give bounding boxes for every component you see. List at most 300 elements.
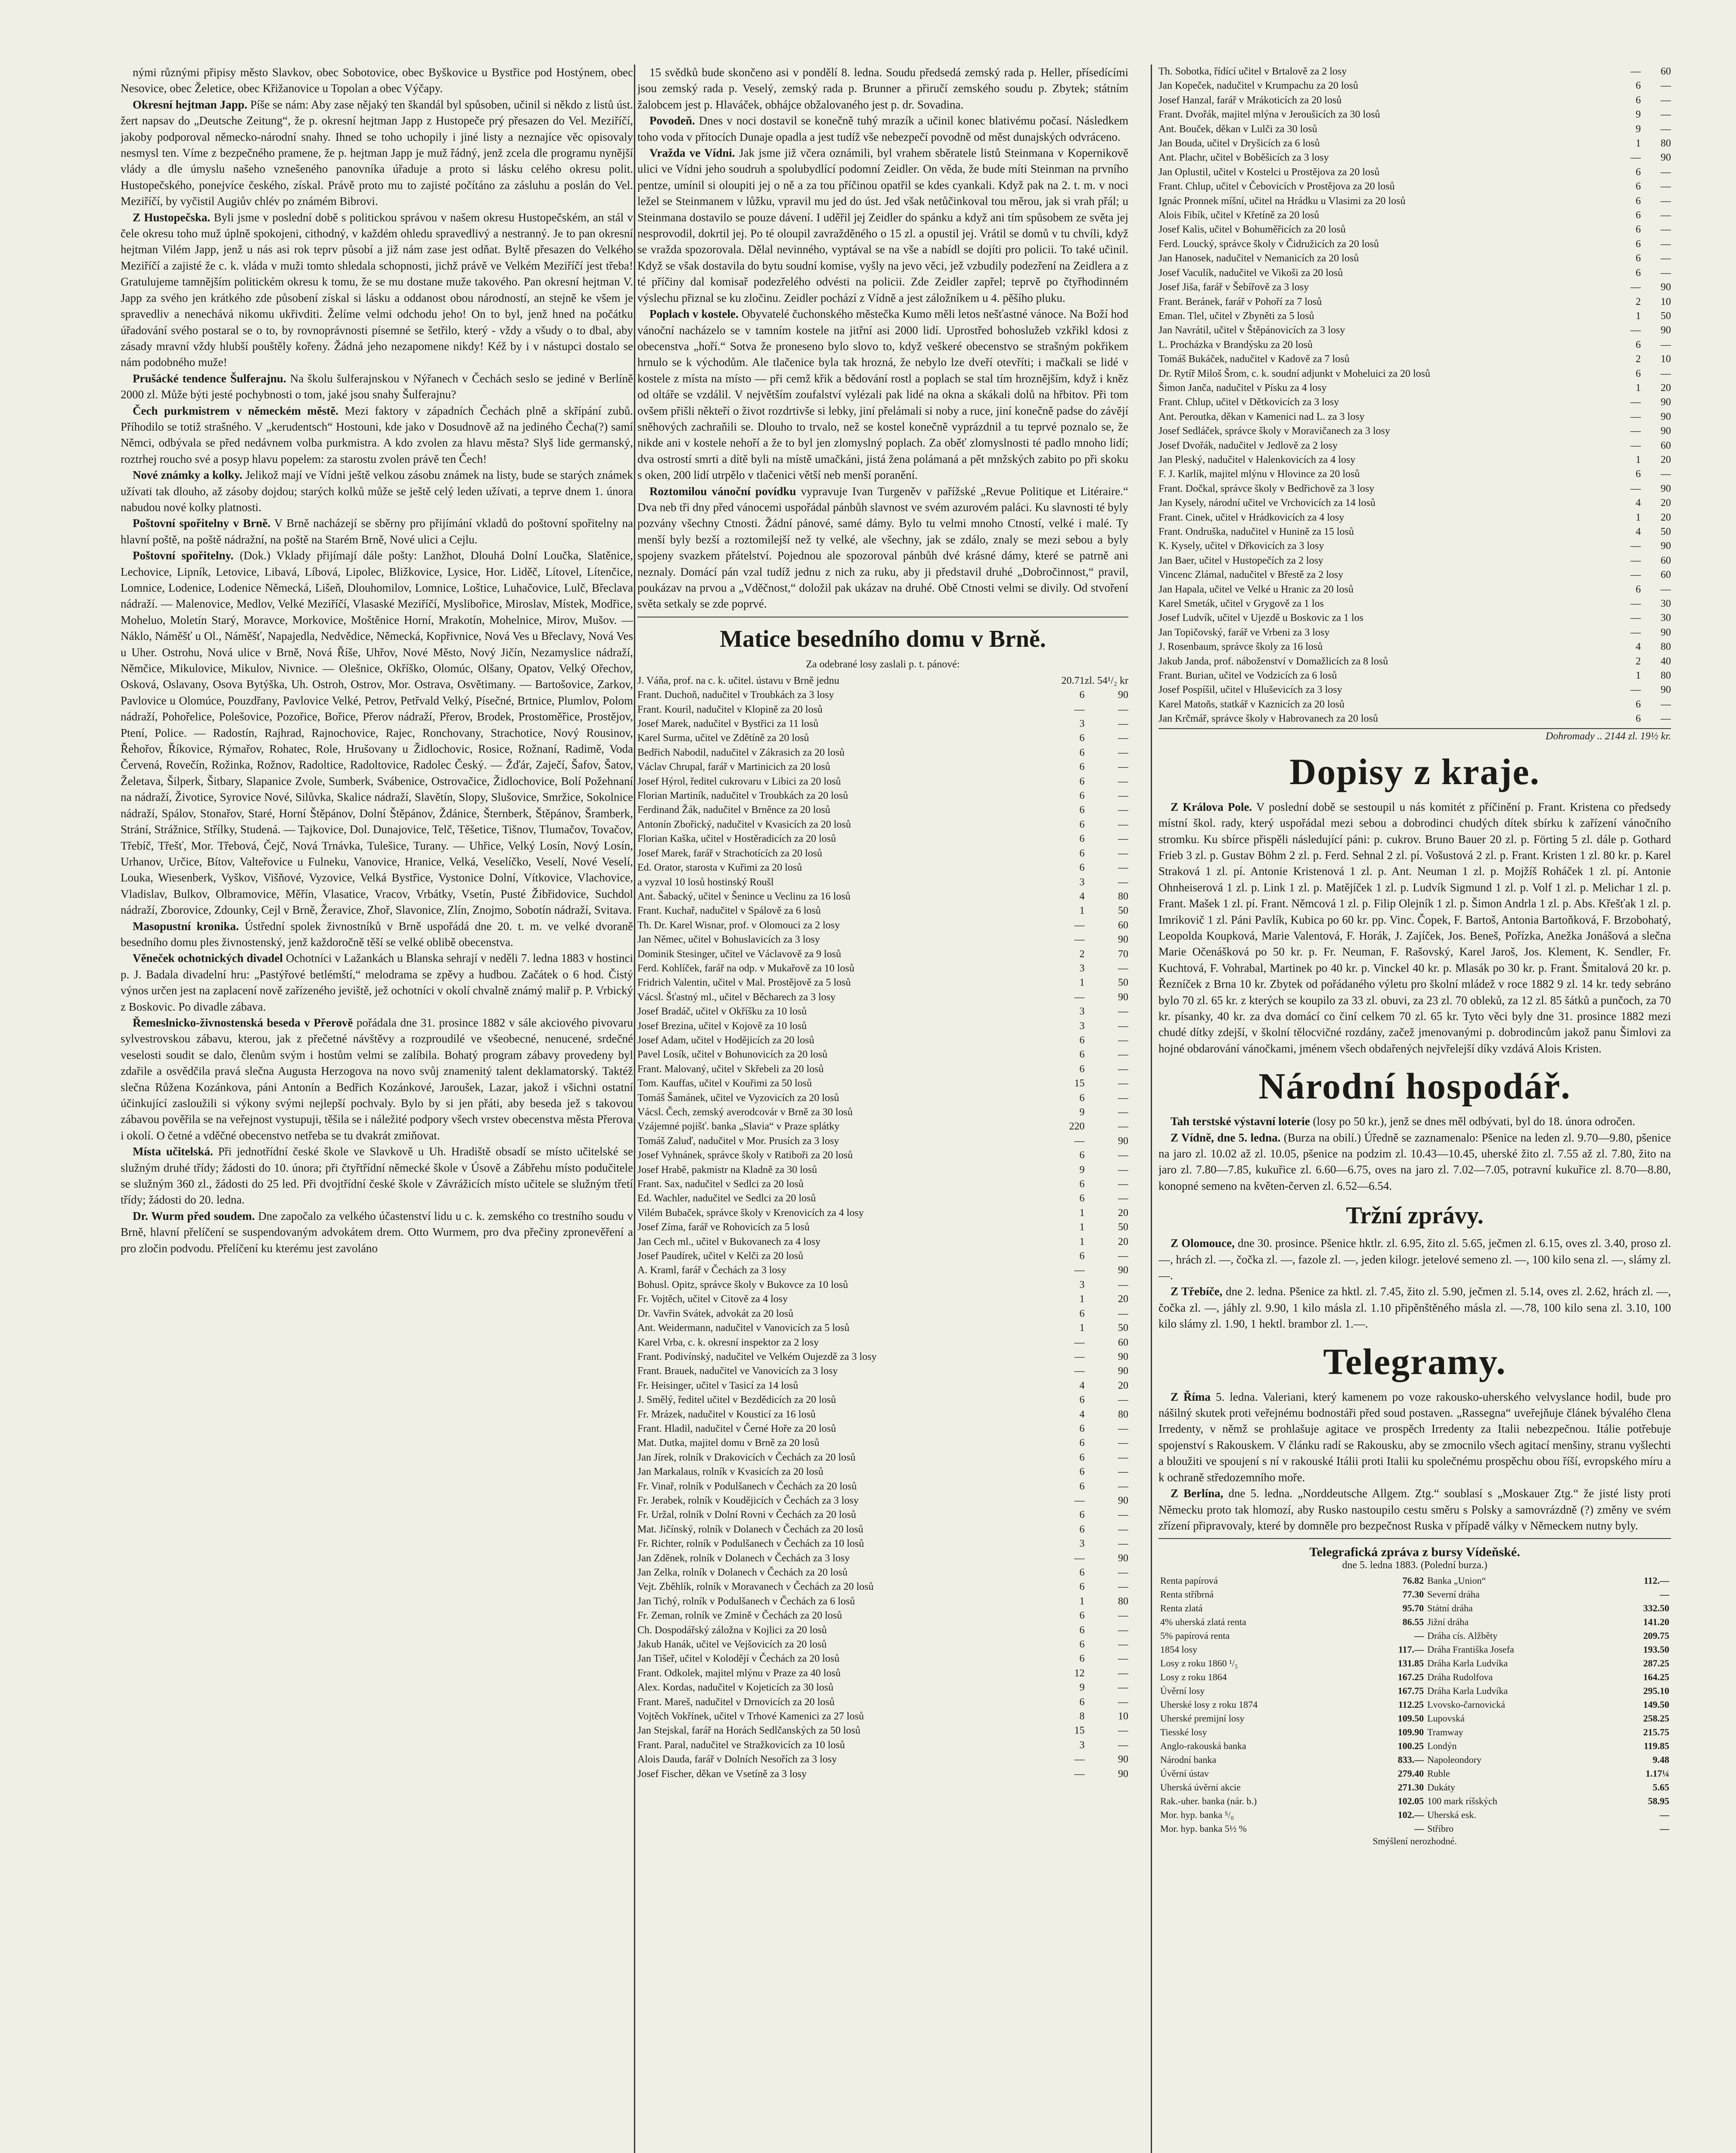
list-row bbox=[637, 861, 1128, 875]
list-row-gulden: 15 bbox=[1074, 1078, 1085, 1089]
list-row-name: Fridrich Valentin, učitel v Mal. Prostějově za 5 losů bbox=[637, 977, 851, 989]
article-heading: Povodeň. bbox=[649, 114, 695, 127]
list-row-kreuzer: 60 bbox=[1661, 440, 1671, 451]
list-row bbox=[637, 1134, 1128, 1148]
list-row-kreuzer: 40 bbox=[1661, 655, 1671, 667]
exchange-price: 167.75 bbox=[1397, 1685, 1424, 1697]
list-row-gulden: 6 bbox=[1079, 1049, 1085, 1061]
list-row-gulden: 1 bbox=[1636, 670, 1641, 682]
exchange-price: 117.— bbox=[1398, 1644, 1424, 1655]
list-row-name: Mat. Jičínský, rolník v Dolanech v Čechách za 20 losů bbox=[637, 1523, 863, 1535]
exchange-security: 100 mark ríšských bbox=[1427, 1796, 1497, 1807]
list-row-name: Jan Němec, učitel v Bohuslavicích za 3 losy bbox=[637, 934, 820, 946]
list-row-gulden: — bbox=[1074, 1754, 1085, 1765]
exchange-security: Uherská esk. bbox=[1427, 1809, 1476, 1821]
list-row-kreuzer: — bbox=[1118, 732, 1128, 744]
article-text: dne 5. ledna. „Norddeutsche Allgem. Ztg.“ soublasí s „Moskauer Ztg.“ že jisté listy proti Německu proto tak hlomozí, aby Rusko nastoupilo cestu směru s Polsky a samovrázdně (?) změny ve svém zřízení připravovaly, které by domněle pro bezpečnost Ruska v případě války v Německem nutny byly. bbox=[1158, 1487, 1671, 1532]
exchange-price: 332.50 bbox=[1643, 1603, 1669, 1614]
list-row-name: Fr. Vojtěch, učitel v Citově za 4 losy bbox=[637, 1294, 788, 1305]
list-row-gulden: 1 bbox=[1079, 1222, 1085, 1233]
list-row bbox=[637, 933, 1128, 947]
exchange-price: — bbox=[1660, 1809, 1669, 1821]
exchange-security: Uherská úvěrní akcie bbox=[1160, 1782, 1241, 1793]
list-row bbox=[1158, 65, 1671, 79]
article-paragraph bbox=[1158, 1389, 1671, 1486]
list-row-name: Jan Hapala, učitel ve Velké u Hranic za 20 losů bbox=[1158, 583, 1354, 595]
list-row-gulden: 3 bbox=[1079, 962, 1085, 974]
exchange-price: 109.50 bbox=[1397, 1713, 1424, 1724]
list-row-kreuzer: 20 bbox=[1118, 1236, 1128, 1247]
list-row-name: Frant. Beránek, farář v Pohoří za 7 losů bbox=[1158, 296, 1322, 307]
list-row bbox=[1158, 237, 1671, 251]
list-row bbox=[637, 1105, 1128, 1120]
list-row-name: Ed. Wachler, nadučitel ve Sedlci za 20 losů bbox=[637, 1193, 816, 1204]
list-row-name: Vácsl. Šťastný ml., učitel v Běcharech za 3 losy bbox=[637, 991, 836, 1003]
list-row-name: Ferd. Kohlíček, farář na odp. v Mukařově za 10 losů bbox=[637, 962, 854, 974]
list-row-gulden: 1 bbox=[1636, 138, 1641, 149]
list-row-name: Eman. Tlel, učitel v Zbyněti za 5 losů bbox=[1158, 310, 1314, 322]
list-row-name: Josef Marek, farář v Strachotících za 20 losů bbox=[637, 847, 823, 859]
list-row-kreuzer: — bbox=[1118, 1179, 1128, 1190]
article-text: Jelikož mají ve Vídni ještě velkou zásobu známek na listy, bude se starých známek užívati tak dlouho, až zásoby dojdou; starých kolků může se ještě celý leden užívati, a teprve dnem 1. února nabudou nové kolky platnosti. bbox=[121, 468, 633, 514]
list-row-gulden: 6 bbox=[1079, 790, 1085, 802]
list-row bbox=[1158, 626, 1671, 640]
article-heading: Z Třebíče, bbox=[1171, 1285, 1223, 1298]
list-row-gulden: — bbox=[1630, 627, 1641, 638]
article-paragraph bbox=[1158, 1235, 1671, 1284]
list-row bbox=[637, 1436, 1128, 1450]
list-row-gulden: — bbox=[1074, 934, 1085, 946]
trzni-articles bbox=[1158, 1235, 1671, 1332]
trzni-title: Tržní zprávy. bbox=[1346, 1202, 1484, 1229]
list-row-gulden: 3 bbox=[1079, 718, 1085, 730]
list-row-gulden: 6 bbox=[1079, 1610, 1085, 1622]
list-row-kreuzer: — bbox=[1661, 109, 1671, 121]
list-row-gulden: 2 bbox=[1636, 655, 1641, 667]
list-row-gulden: 6 bbox=[1636, 195, 1641, 207]
exchange-security: 5% papírová renta bbox=[1160, 1630, 1230, 1641]
list-row-name: Ant. Šabacký, učitel v Šenince u Veclinu za 16 losů bbox=[637, 890, 851, 902]
exchange-row bbox=[1158, 1574, 1671, 1588]
list-row-name: Fr. Mrázek, nadučitel v Kousticí za 16 losů bbox=[637, 1408, 816, 1420]
list-row-kreuzer: 80 bbox=[1661, 138, 1671, 149]
donor-list-total: Dohromady .. 2144 zl. 19½ kr. bbox=[1158, 728, 1671, 742]
list-row-name: Josef Bradáč, učitel v Okříšku za 10 losů bbox=[637, 1006, 807, 1018]
list-row-name: Josef Adam, učitel v Hodějicích za 20 losů bbox=[637, 1034, 814, 1046]
list-row-gulden: — bbox=[1630, 684, 1641, 696]
list-row-name: Vojtěch Vokřínek, učitel v Trhové Kamenici za 27 losů bbox=[637, 1711, 864, 1722]
list-row bbox=[1158, 93, 1671, 108]
list-row-kreuzer: 80 bbox=[1661, 670, 1671, 682]
article-text: Dnes v noci dostavil se konečně tuhý mrazík a učinil konec blativému počasí. Následkem toho voda v přítocích Dunaje opadla a jest tudíž vše nebezpečí povodně od měst dunajských odvráceno. bbox=[637, 114, 1128, 143]
list-row bbox=[637, 1263, 1128, 1278]
list-row-gulden: 1 bbox=[1079, 1294, 1085, 1305]
list-row-kreuzer: — bbox=[1118, 1150, 1128, 1161]
exchange-security: Dráha cís. Alžběty bbox=[1427, 1630, 1498, 1641]
list-row-gulden: — bbox=[1630, 425, 1641, 437]
exchange-row bbox=[1158, 1822, 1671, 1836]
list-row-gulden: 3 bbox=[1079, 876, 1085, 888]
list-row-gulden: 6 bbox=[1079, 776, 1085, 787]
list-row-name: Fr. Uržal, rolník v Dolní Rovni v Čechách za 20 losů bbox=[637, 1509, 856, 1521]
article-heading: Věneček ochotnických divadel bbox=[133, 952, 283, 965]
exchange-price: 149.50 bbox=[1643, 1699, 1669, 1710]
list-row-gulden: 6 bbox=[1079, 1523, 1085, 1535]
article-text: Ochotníci v Lažankách u Blanska sehrají v neděli 7. ledna 1883 v hostinci p. J. Badala divadelní hru: „Pastýřové betlémští,“ melodrama se zpěvy a hudbou. Začátek o 6 hod. Čistý výnos určen jest na zaplacení nově zařízeného jeviště, jež ochotníci v okolí chvalně známý maliř p. P. Vrbický z Boskovic. Po divadle zábava. bbox=[121, 952, 633, 1013]
exchange-price: — bbox=[1660, 1589, 1669, 1600]
list-row-kreuzer: — bbox=[1661, 166, 1671, 178]
list-row-kreuzer: zl. 54¹/₂ kr bbox=[1084, 675, 1128, 686]
list-row-name: Mat. Dutka, majitel domu v Brně za 20 losů bbox=[637, 1437, 820, 1449]
list-row-name: Jakub Janda, prof. náboženství v Domažlicích za 8 losů bbox=[1158, 655, 1388, 667]
exchange-security: Tramway bbox=[1427, 1727, 1463, 1738]
exchange-row bbox=[1158, 1643, 1671, 1657]
list-row-name: Frant. Kouril, nadučitel v Klopině za 20 losů bbox=[637, 704, 823, 715]
article-paragraph bbox=[1158, 799, 1671, 1057]
list-row-name: Frant. Podivínský, nadučitel ve Velkém Oujezdě za 3 losy bbox=[637, 1351, 877, 1362]
list-row bbox=[1158, 151, 1671, 165]
list-row-kreuzer: 90 bbox=[1661, 627, 1671, 638]
exchange-price: 58.95 bbox=[1648, 1796, 1669, 1807]
list-row-name: Tomáš Šamánek, učitel ve Vyzovicích za 20 losů bbox=[637, 1092, 839, 1104]
list-row-name: Jan Stejskal, farář na Horách Sedlčanských za 50 losů bbox=[637, 1725, 860, 1737]
list-row-name: Vejt. Zběhlík, rolník v Moravanech v Čechách za 20 losů bbox=[637, 1581, 874, 1593]
article-heading: Řemeslnicko-živnostenská beseda v Přerově bbox=[133, 1016, 353, 1029]
exchange-security: Uherské premijní losy bbox=[1160, 1713, 1245, 1724]
list-row-name: Josef Vyhnánek, správce školy v Ratiboři za 20 losů bbox=[637, 1150, 853, 1161]
list-row-gulden: 9 bbox=[1636, 109, 1641, 121]
list-row-name: Ant. Weidermann, nadučitel v Vanovicích za 5 losů bbox=[637, 1322, 850, 1334]
list-row-name: Jan Zelka, rolník v Dolanech v Čechách za 20 losů bbox=[637, 1567, 848, 1578]
list-row-kreuzer: — bbox=[1661, 123, 1671, 135]
article-heading: Z Říma bbox=[1171, 1390, 1211, 1403]
exchange-security: Londýn bbox=[1427, 1740, 1457, 1752]
list-row-gulden: — bbox=[1074, 704, 1085, 715]
list-row-gulden: 3 bbox=[1079, 1006, 1085, 1018]
list-row-kreuzer: 90 bbox=[1118, 1754, 1128, 1765]
exchange-row bbox=[1158, 1725, 1671, 1739]
list-row bbox=[637, 1638, 1128, 1652]
article-heading: Tah terstské výstavní loterie bbox=[1171, 1115, 1310, 1128]
list-row-kreuzer: — bbox=[1118, 1437, 1128, 1449]
exchange-security: Dukáty bbox=[1427, 1782, 1455, 1793]
exchange-security: Stříbro bbox=[1427, 1823, 1454, 1834]
list-row bbox=[1158, 381, 1671, 395]
list-row-kreuzer: — bbox=[1118, 804, 1128, 816]
list-row bbox=[1158, 323, 1671, 338]
exchange-security: Anglo-rakouská banka bbox=[1160, 1740, 1246, 1752]
list-row bbox=[1158, 338, 1671, 352]
article-heading: Vražda ve Vídni. bbox=[649, 146, 735, 160]
list-row-kreuzer: — bbox=[1118, 1193, 1128, 1204]
list-row-name: Jan Tišeř, učitel v Kolodějí v Čechách za 20 losů bbox=[637, 1653, 840, 1665]
list-row-kreuzer: — bbox=[1118, 833, 1128, 845]
list-row-kreuzer: 90 bbox=[1118, 991, 1128, 1003]
list-row-gulden: 6 bbox=[1079, 1624, 1085, 1636]
list-row bbox=[637, 832, 1128, 846]
list-row bbox=[1158, 669, 1671, 683]
list-row bbox=[637, 904, 1128, 918]
list-row-gulden: 1 bbox=[1079, 1236, 1085, 1247]
list-row-kreuzer: — bbox=[1661, 713, 1671, 725]
list-row-gulden: 3 bbox=[1079, 1739, 1085, 1751]
list-row-gulden: 8 bbox=[1079, 1711, 1085, 1722]
list-row-kreuzer: 20 bbox=[1118, 1380, 1128, 1391]
list-row-gulden: 6 bbox=[1636, 181, 1641, 192]
list-row-kreuzer: — bbox=[1118, 1107, 1128, 1118]
list-row bbox=[637, 717, 1128, 731]
list-row bbox=[637, 688, 1128, 702]
list-row bbox=[637, 976, 1128, 990]
exchange-security: Banka „Union“ bbox=[1427, 1575, 1486, 1586]
article-heading: Z Hustopečska. bbox=[133, 211, 211, 224]
list-row-kreuzer: — bbox=[1118, 1639, 1128, 1650]
exchange-security: Rak.-uher. banka (nár. b.) bbox=[1160, 1796, 1257, 1807]
article-text: dne 2. ledna. Pšenice za hktl. zl. 7.45, žito zl. 5.90, ječmen zl. 5.14, oves zl. 2.62, hrách zl. —, čočka zl. —, jáhly zl. 9.90, 1 kilo másla zl. 1.10 připěnštěného másla zl. —.78, 100 kilo sena zl. 3.10, 100 kilo slámy zl. 1.90, 1 hektl. brambor zl. 1.—. bbox=[1158, 1285, 1671, 1331]
list-row-gulden: 6 bbox=[1079, 1509, 1085, 1521]
list-row-kreuzer: — bbox=[1118, 847, 1128, 859]
article-heading: Z Králova Pole. bbox=[1171, 800, 1252, 813]
list-row-name: Josef Hrabě, pakmistr na Kladně za 30 losů bbox=[637, 1164, 817, 1176]
list-row-gulden: — bbox=[1074, 1351, 1085, 1362]
exchange-price: 119.85 bbox=[1643, 1740, 1669, 1752]
list-row-kreuzer: 50 bbox=[1118, 1322, 1128, 1334]
list-row-gulden: 6 bbox=[1079, 1466, 1085, 1478]
list-row-kreuzer: — bbox=[1118, 718, 1128, 730]
list-row bbox=[637, 1508, 1128, 1522]
list-row-name: Vzájemné pojišť. banka „Slavia“ v Praze splátky bbox=[637, 1121, 840, 1132]
list-row-name: F. J. Karlík, majitel mlýnu v Hlovince za 20 losů bbox=[1158, 468, 1360, 480]
exchange-row bbox=[1158, 1601, 1671, 1615]
article-paragraph bbox=[637, 65, 1128, 113]
list-row-kreuzer: 70 bbox=[1118, 948, 1128, 960]
article-text: (losy po 50 kr.), jenž se dnes měl odbývati, byl do 18. února odročen. bbox=[1313, 1115, 1635, 1128]
list-row bbox=[637, 918, 1128, 933]
list-row-name: Josef Ludvík, učitel v Ujezdě u Boskovic za 1 los bbox=[1158, 612, 1363, 624]
list-row-kreuzer: 80 bbox=[1661, 641, 1671, 653]
list-row bbox=[637, 1278, 1128, 1292]
list-row bbox=[637, 1523, 1128, 1537]
list-row-gulden: 6 bbox=[1636, 468, 1641, 480]
list-row-gulden: — bbox=[1630, 540, 1641, 552]
list-row-gulden: — bbox=[1630, 440, 1641, 451]
list-row bbox=[1158, 597, 1671, 611]
article-text: 5. ledna. Valeriani, který kamenem po voze rakousko-uherského velvyslance hodil, bude pro nášilný skutek proti veřejnému bodnostáři před soud postaven. „Rassegna“ uveřejňuje článek bývalého člena Irredenty, v němž se prohlašuje agitace ve prospěch Irredenty za Italii nebezpečnou. Itálie potřebuje spojenství s Rakouskem. V článku radí se Rakousku, aby se zmocnilo všech agitací menšiny, stranu vyšlechti a bloužiti ve spoujení s ní v rakouské Itálii proti Italii ku společnému prospěchu obou říší, evropského míru a k ochraně středozemního moře. bbox=[1158, 1390, 1671, 1484]
list-row-gulden: — bbox=[1074, 1135, 1085, 1147]
list-row-gulden: 6 bbox=[1079, 833, 1085, 845]
list-row bbox=[1158, 367, 1671, 381]
list-row-kreuzer: — bbox=[1118, 876, 1128, 888]
article-heading: Dr. Wurm před soudem. bbox=[133, 1209, 255, 1222]
list-row bbox=[1158, 122, 1671, 137]
article-heading: Okresní hejtman Japp. bbox=[133, 98, 248, 111]
donor-list-table bbox=[1158, 65, 1671, 726]
list-row bbox=[637, 1220, 1128, 1235]
list-row-name: Florian Martiník, nadučitel v Troubkách za 20 losů bbox=[637, 790, 848, 802]
list-row-name: Karel Surma, učitel ve Zdětíně za 20 losů bbox=[637, 732, 809, 744]
exchange-price: 5.65 bbox=[1652, 1782, 1669, 1793]
article-paragraph bbox=[1158, 1130, 1671, 1194]
article-paragraph bbox=[121, 210, 633, 371]
list-row bbox=[637, 890, 1128, 904]
list-row-kreuzer: — bbox=[1118, 1049, 1128, 1061]
list-row-gulden: — bbox=[1630, 598, 1641, 610]
list-row bbox=[1158, 165, 1671, 180]
list-row-gulden: 6 bbox=[1079, 1696, 1085, 1708]
list-row-gulden: 4 bbox=[1079, 1380, 1085, 1391]
list-row-gulden: — bbox=[1630, 483, 1641, 494]
list-row-gulden: 2 bbox=[1079, 948, 1085, 960]
list-row-name: Frant. Chlup, učitel v Dětkovicích za 3 losy bbox=[1158, 397, 1339, 408]
list-row bbox=[637, 847, 1128, 861]
list-row bbox=[637, 1321, 1128, 1335]
list-row-name: Jan Hanosek, nadučitel v Nemanicích za 20 losů bbox=[1158, 253, 1359, 264]
exchange-row bbox=[1158, 1781, 1671, 1794]
list-row-gulden: 1 bbox=[1079, 1595, 1085, 1607]
list-row-kreuzer: — bbox=[1661, 583, 1671, 595]
exchange-price: — bbox=[1414, 1823, 1424, 1834]
section-rule bbox=[1158, 1538, 1671, 1539]
list-row-kreuzer: — bbox=[1118, 1667, 1128, 1679]
list-row-gulden: 6 bbox=[1079, 689, 1085, 701]
article-text: Jak jsme již včera oznámili, byl vrahem sběratele listů Steinmana v Kopernikově ulici ve Vídni jeho soudruh a spolubydlící podomní Zeidler. On věda, že bude míti Steinman na prvního pentze, umínil si oloupiti jej o ně a za tou příčinou opatřil se kdes cyankali. Když pak na 2. t. m. v noci ležel se Steinmanem v lůžku, vpravil mu jed do úst. Jed však netůčinkoval tou měrou, jak si vrah přál; u Steinmana dostavilo se pouze dávení. I uděřil jej Zeidler do spánku a když ani tím spůsobem ze světa jej nesprovodil, dokrtil jej. Po té oloupil zavražděného o 15 zl. a opustil jej. Vrátil se domů v tu chvíli, když se vražda spozorovala. Dělal nevinného, vyptával se na vše a nabídl se dojíti pro policii. To také učinil. Když se však dostavila do bytu soudní komise, vyšly na jevo věci, jež vzbudily podezření na Zeidlera a z té příčiny dal komisař podezřelého odvésti na policii. Zde Zeidler zapřel; teprvě po čtyřhodinném výslechu přiznal se ku zločinu. Zeidler pochází z Vídně a jest záložníkem u 4. pěšího pluku. bbox=[637, 146, 1128, 304]
list-row bbox=[637, 1076, 1128, 1091]
article-paragraph bbox=[121, 1208, 633, 1256]
article-heading: Z Olomouce, bbox=[1171, 1237, 1235, 1250]
list-row-name: Jan Markalaus, rolník v Kvasicích za 20 losů bbox=[637, 1466, 823, 1478]
exchange-security: Napoleondory bbox=[1427, 1754, 1481, 1765]
list-row bbox=[1158, 640, 1671, 654]
list-row-name: Dr. Vavřin Svátek, advokát za 20 losů bbox=[637, 1308, 794, 1319]
exchange-table bbox=[1158, 1574, 1671, 1836]
list-row bbox=[637, 1709, 1128, 1724]
exchange-row bbox=[1158, 1588, 1671, 1601]
list-row bbox=[637, 1566, 1128, 1580]
list-row-gulden: 1 bbox=[1636, 382, 1641, 394]
list-row bbox=[637, 1551, 1128, 1566]
matice-title: Matice besedního domu v Brně. bbox=[720, 625, 1046, 652]
list-row bbox=[637, 1292, 1128, 1306]
list-row bbox=[1158, 655, 1671, 669]
list-row-kreuzer: 60 bbox=[1661, 66, 1671, 77]
list-row-name: Dr. Rytíř Miloš Šrom, c. k. soudní adjunkt v Moheluici za 20 losů bbox=[1158, 368, 1431, 379]
list-row-name: Antonín Zbořický, nadučitel v Kvasicích za 20 losů bbox=[637, 819, 851, 830]
list-row-kreuzer: 10 bbox=[1661, 354, 1671, 365]
list-row-gulden: 6 bbox=[1079, 1308, 1085, 1319]
list-row bbox=[637, 1738, 1128, 1753]
exchange-security: Dráha Karla Ludvíka bbox=[1427, 1658, 1508, 1669]
exchange-row bbox=[1158, 1753, 1671, 1767]
list-row-kreuzer: — bbox=[1118, 1725, 1128, 1737]
exchange-security: Uherské losy z roku 1874 bbox=[1160, 1699, 1258, 1710]
list-row bbox=[1158, 712, 1671, 726]
article-heading: Roztomilou vánoční povídku bbox=[649, 484, 796, 498]
matice-table bbox=[637, 674, 1128, 1781]
list-row-name: Frant. Dočkal, správce školy v Bedřichově za 3 losy bbox=[1158, 483, 1375, 494]
list-row-name: Ed. Orator, starosta v Kuřimi za 20 losů bbox=[637, 862, 802, 874]
article-heading: Čech purkmistrem v německém městě. bbox=[133, 404, 339, 417]
list-row bbox=[637, 789, 1128, 803]
exchange-price: 112.— bbox=[1643, 1575, 1669, 1586]
list-row bbox=[637, 1537, 1128, 1551]
list-row-kreuzer: 90 bbox=[1661, 425, 1671, 437]
list-row-name: Jakub Hanák, učitel ve Vejšovicích za 20 losů bbox=[637, 1639, 827, 1650]
list-row-kreuzer: 60 bbox=[1661, 555, 1671, 566]
article-text: nými různými připisy město Slavkov, obec Sobotovice, obec Byškovice u Bystřice pod Hostýnem, obec Nesovice, obec Želetice, obec Křižanovice u Topolan a obec Výčapy. bbox=[121, 66, 633, 95]
list-row-kreuzer: 90 bbox=[1661, 540, 1671, 552]
list-row-gulden: — bbox=[1630, 397, 1641, 408]
list-row-name: K. Kysely, učitel v Dřkovicích za 3 losy bbox=[1158, 540, 1324, 552]
list-row bbox=[637, 1408, 1128, 1422]
article-paragraph bbox=[637, 484, 1128, 612]
list-row-gulden: 6 bbox=[1636, 713, 1641, 725]
list-row-gulden: 6 bbox=[1079, 1150, 1085, 1161]
list-row-gulden: 4 bbox=[1636, 497, 1641, 509]
list-row-gulden: — bbox=[1074, 1495, 1085, 1506]
list-row-kreuzer: — bbox=[1118, 1164, 1128, 1176]
list-row-name: Vincenc Zlámal, nadučitel v Břestě za 2 losy bbox=[1158, 569, 1344, 581]
dopisy-title: Dopisy z kraje. bbox=[1289, 751, 1540, 792]
list-row-gulden: 6 bbox=[1079, 1193, 1085, 1204]
list-row-kreuzer: 20 bbox=[1661, 382, 1671, 394]
list-row-name: Fr. Zeman, rolník ve Zmině v Čechách za 20 losů bbox=[637, 1610, 842, 1622]
list-row-name: Florian Kaška, učitel v Hostěradicích za 20 losů bbox=[637, 833, 836, 845]
article-paragraph bbox=[1158, 1114, 1671, 1129]
list-row-gulden: — bbox=[1630, 612, 1641, 624]
list-row-name: Jan Bouda, učitel v Dryšicích za 6 losů bbox=[1158, 138, 1320, 149]
list-row-name: A. Kraml, farář v Čechách za 3 losy bbox=[637, 1265, 786, 1276]
list-row-kreuzer: 90 bbox=[1118, 1351, 1128, 1362]
list-row-name: Frant. Cinek, učitel v Hrádkovicích za 4 losy bbox=[1158, 512, 1345, 523]
article-heading: Místa učitelská. bbox=[133, 1145, 213, 1158]
list-row-gulden: 9 bbox=[1636, 123, 1641, 135]
list-row-kreuzer: 90 bbox=[1661, 684, 1671, 696]
list-row bbox=[1158, 683, 1671, 697]
list-row bbox=[637, 760, 1128, 774]
list-row-kreuzer: — bbox=[1118, 1394, 1128, 1406]
list-row bbox=[637, 1005, 1128, 1019]
exchange-security: Tiesské losy bbox=[1160, 1727, 1207, 1738]
list-row-name: Ignác Pronnek míšní, učitel na Hrádku u Vlasimi za 20 losů bbox=[1158, 195, 1406, 207]
list-row-kreuzer: — bbox=[1118, 1250, 1128, 1262]
list-row-kreuzer: — bbox=[1118, 1538, 1128, 1550]
list-row bbox=[637, 1206, 1128, 1220]
column-left bbox=[121, 65, 633, 2153]
list-row-name: Th. Sobotka, řídící učitel v Brtalově za 2 losy bbox=[1158, 66, 1347, 77]
list-row-kreuzer: 50 bbox=[1661, 526, 1671, 537]
list-row-kreuzer: — bbox=[1118, 1523, 1128, 1535]
list-row bbox=[637, 1393, 1128, 1407]
exchange-row bbox=[1158, 1657, 1671, 1670]
list-row bbox=[637, 1364, 1128, 1378]
exchange-price: 287.25 bbox=[1643, 1658, 1669, 1669]
list-row-gulden: 2 bbox=[1636, 354, 1641, 365]
exchange-row bbox=[1158, 1684, 1671, 1698]
list-row-kreuzer: 50 bbox=[1118, 905, 1128, 917]
list-row-name: Frant. Paral, nadučitel ve Stražkovicích za 10 losů bbox=[637, 1739, 845, 1751]
article-paragraph bbox=[121, 515, 633, 548]
list-row-gulden: 6 bbox=[1079, 1034, 1085, 1046]
list-row-name: a vyzval 10 losů hostinský Roušl bbox=[637, 876, 774, 888]
list-row bbox=[1158, 698, 1671, 712]
list-row-gulden: 6 bbox=[1636, 698, 1641, 710]
article-heading: Nové známky a kolky. bbox=[133, 468, 242, 482]
telegramy-articles bbox=[1158, 1389, 1671, 1534]
exchange-row bbox=[1158, 1794, 1671, 1808]
list-row bbox=[1158, 266, 1671, 280]
list-row-name: Vácsl. Čech, zemský averodcovár v Brně za 30 losů bbox=[637, 1107, 853, 1118]
exchange-price: 833.— bbox=[1397, 1754, 1424, 1765]
